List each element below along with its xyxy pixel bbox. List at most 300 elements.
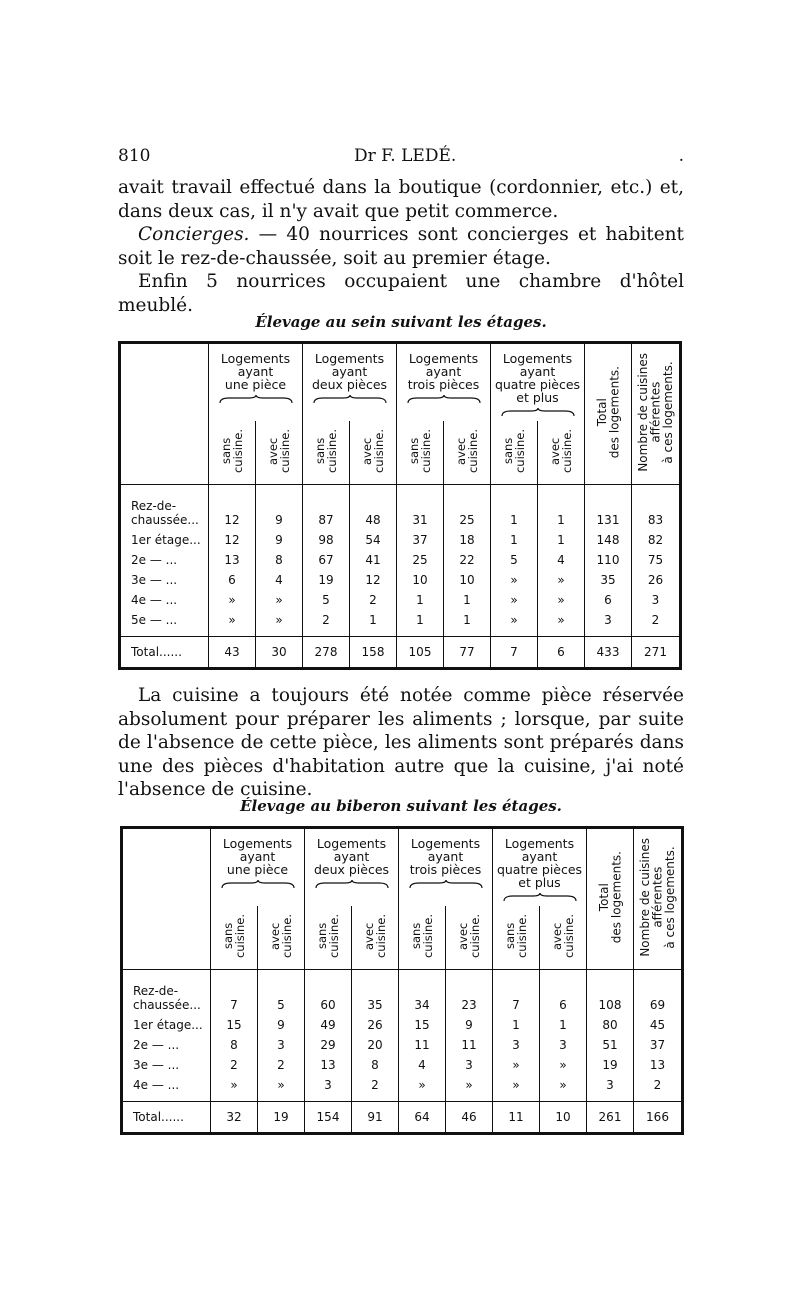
sans-cuisine-header-label [220, 429, 244, 473]
spacer-cell [209, 629, 256, 637]
sans-cuisine-header-label [316, 914, 340, 958]
sans-cuisine-header-label [504, 914, 528, 958]
table-cell: 9 [256, 529, 303, 549]
text-line: chaussée... [131, 512, 199, 527]
table-cell: » [209, 609, 256, 629]
group-header-1 [211, 828, 305, 906]
text-line: cuisine. [560, 428, 574, 473]
table-cell: » [540, 1074, 587, 1094]
table-cell: 9 [256, 485, 303, 529]
group-header-3 [399, 828, 493, 906]
text-line: cuisine. [233, 913, 247, 958]
table-cell: 98 [303, 529, 350, 549]
text-line: 2e — ... [131, 552, 178, 567]
row-label [122, 1014, 211, 1034]
text-line: 1er étage... [133, 1017, 203, 1032]
sans-cuisine-header [303, 421, 350, 485]
total-cell: 30 [256, 637, 303, 669]
table-cell: » [491, 569, 538, 589]
text-line: et plus [518, 875, 561, 890]
text-line: cuisine. [231, 428, 245, 473]
text-line: ayant [333, 849, 370, 864]
table-cell: 25 [397, 549, 444, 569]
total-logements-header [585, 343, 632, 485]
text-line: quatre pièces [494, 377, 581, 392]
table-cell: 82 [632, 529, 681, 549]
text-line: Total [596, 883, 611, 912]
group-header-4 [491, 343, 585, 421]
text-line: cuisine. [421, 913, 435, 958]
table-cell: » [211, 1074, 258, 1094]
table-cell: 26 [632, 569, 681, 589]
sans-cuisine-header-label [222, 914, 246, 958]
table-cell: 23 [446, 970, 493, 1014]
paragraph-concierges [118, 223, 684, 270]
table-cell: 5 [491, 549, 538, 569]
text-line: 1er étage... [131, 532, 201, 547]
sans-cuisine-header-label [408, 429, 432, 473]
table-row [120, 569, 681, 589]
avec-cuisine-header-label [549, 429, 573, 473]
text-line: Rez-de- [131, 498, 177, 513]
text-line: deux pièces [313, 862, 390, 877]
group-header-2 [303, 343, 397, 421]
table-cell: 60 [305, 970, 352, 1014]
table-cell: 2 [303, 609, 350, 629]
text-line: 3e — ... [133, 1057, 180, 1072]
table-cell: 131 [585, 485, 632, 529]
brace-icon [501, 408, 575, 417]
cuisines-label [637, 353, 675, 472]
table-cell: 83 [632, 485, 681, 529]
text-line: Logements [408, 351, 479, 366]
sans-cuisine-header [211, 906, 258, 970]
spacer-row [120, 629, 681, 637]
text-line: cuisine. [374, 913, 388, 958]
table-cell: 2 [211, 1054, 258, 1074]
table-cell: 4 [538, 549, 585, 569]
table-cell: 9 [258, 1014, 305, 1034]
cuisines-header [634, 828, 683, 970]
avec-cuisine-header-label [361, 429, 385, 473]
spacer-cell [493, 1094, 540, 1102]
table-cell: 7 [211, 970, 258, 1014]
table-cell: 2 [352, 1074, 399, 1094]
text-line: ayant [237, 364, 274, 379]
total-row-label: Total...... [120, 637, 209, 669]
table-cell: 22 [444, 549, 491, 569]
total-cell: 433 [585, 637, 632, 669]
table-cell: » [209, 589, 256, 609]
sans-cuisine-header [397, 421, 444, 485]
table-cell: 6 [540, 970, 587, 1014]
text-line: cuisine. [515, 913, 529, 958]
table-cell: 1 [538, 529, 585, 549]
total-cell: 11 [493, 1102, 540, 1134]
header-row-groups [120, 343, 681, 421]
text-line: avec [550, 922, 564, 950]
brace-icon [313, 395, 387, 404]
table-cell: 3 [305, 1074, 352, 1094]
total-cell: 43 [209, 637, 256, 669]
paragraph-continuation: avait travail effectué dans la boutique (cordonnier, etc.) et, dans deux cas, il n'y avait que petit commerce. [118, 177, 684, 222]
table-cell: 25 [444, 485, 491, 529]
table-cell: 1 [491, 485, 538, 529]
spacer-cell [211, 1094, 258, 1102]
table-cell: 10 [444, 569, 491, 589]
table-cell: 6 [209, 569, 256, 589]
table-cell: » [491, 609, 538, 629]
table-cell: 26 [352, 1014, 399, 1034]
text-line: et plus [516, 390, 559, 405]
table-cell: 12 [209, 485, 256, 529]
spacer-cell [585, 629, 632, 637]
text-line: Logements [410, 836, 481, 851]
group-header-1 [209, 343, 303, 421]
total-cell: 10 [540, 1102, 587, 1134]
table-cell: 1 [444, 589, 491, 609]
total-row [120, 637, 681, 669]
text-line: sans [221, 922, 235, 949]
text-line: ayant [331, 364, 368, 379]
text-line: ayant [239, 849, 276, 864]
table-cell: 4 [399, 1054, 446, 1074]
table-cell: 3 [446, 1054, 493, 1074]
text-line: Rez-de- [133, 983, 179, 998]
text-line: cuisine. [278, 428, 292, 473]
spacer-cell [352, 1094, 399, 1102]
text-line: à ces logements. [660, 361, 675, 464]
total-logements-label [596, 366, 621, 458]
sans-cuisine-header [399, 906, 446, 970]
table-row [120, 609, 681, 629]
table-cell: 19 [303, 569, 350, 589]
sans-cuisine-header-label [410, 914, 434, 958]
table-cell: 13 [305, 1054, 352, 1074]
table-row [120, 485, 681, 529]
table-cell: 75 [632, 549, 681, 569]
text-line: Total [594, 398, 609, 427]
text-line: 4e — ... [133, 1077, 180, 1092]
brace-icon [409, 880, 483, 889]
table-cell: » [258, 1074, 305, 1094]
table-cell: 8 [352, 1054, 399, 1074]
text-line: chaussée... [133, 997, 201, 1012]
row-label [122, 1034, 211, 1054]
brace-icon [315, 880, 389, 889]
text-line: ayant [519, 364, 556, 379]
text-line: avec [266, 437, 280, 465]
spacer-cell [444, 629, 491, 637]
table-row [120, 549, 681, 569]
text-line: cuisine. [562, 913, 576, 958]
avec-cuisine-header-label [363, 914, 387, 958]
text-line: cuisine. [327, 913, 341, 958]
table-cell: 1 [493, 1014, 540, 1034]
table2-caption: Élevage au biberon suivant les étages. [240, 797, 562, 815]
text-line: sans [407, 437, 421, 464]
sans-cuisine-header [305, 906, 352, 970]
spacer-cell [120, 629, 209, 637]
table-cell: 34 [399, 970, 446, 1014]
table-cell: » [538, 589, 585, 609]
total-cell: 19 [258, 1102, 305, 1134]
table-cell: 87 [303, 485, 350, 529]
text-line: Nombre de cuisines [637, 838, 652, 957]
text-line: ayant [521, 849, 558, 864]
text-line: Nombre de cuisines [635, 353, 650, 472]
spacer-cell [634, 1094, 683, 1102]
avec-cuisine-header [538, 421, 585, 485]
row-label [120, 609, 209, 629]
total-cell: 271 [632, 637, 681, 669]
avec-cuisine-header [446, 906, 493, 970]
text-line: ayant [427, 849, 464, 864]
table-cell: 54 [350, 529, 397, 549]
spacer-cell [538, 629, 585, 637]
concierges-text: — 40 nourrices sont concierges et habitent soit le rez-de-chaussée, soit au premier étage. [118, 224, 684, 269]
table-cell: 148 [585, 529, 632, 549]
table-cell: 9 [446, 1014, 493, 1034]
table-cell: 3 [587, 1074, 634, 1094]
cuisines-label [639, 838, 677, 957]
row-label [120, 589, 209, 609]
text-line: avec [454, 437, 468, 465]
text-line: sans [219, 437, 233, 464]
text-line: deux pièces [311, 377, 388, 392]
text-line: 5e — ... [131, 612, 178, 627]
text-line: une pièce [226, 862, 289, 877]
total-cell: 64 [399, 1102, 446, 1134]
brace-icon [221, 880, 295, 889]
body-text-middle [118, 684, 684, 802]
text-line: 4e — ... [131, 592, 178, 607]
table-cell: 6 [585, 589, 632, 609]
table-row [122, 1014, 683, 1034]
table-cell: 2 [258, 1054, 305, 1074]
table-cell: 3 [632, 589, 681, 609]
avec-cuisine-header-label [457, 914, 481, 958]
table-cell: 2 [350, 589, 397, 609]
table-cell: 29 [305, 1034, 352, 1054]
sans-cuisine-header [491, 421, 538, 485]
avec-cuisine-header-label [267, 429, 291, 473]
row-label [120, 485, 209, 529]
avec-cuisine-header [352, 906, 399, 970]
group-header-3 [397, 343, 491, 421]
table-bottlefeeding [120, 826, 684, 1135]
spacer-cell [258, 1094, 305, 1102]
text-line: avec [360, 437, 374, 465]
avec-cuisine-header [256, 421, 303, 485]
avec-cuisine-header [350, 421, 397, 485]
total-row [122, 1102, 683, 1134]
sans-cuisine-header [209, 421, 256, 485]
table-cell: » [491, 589, 538, 609]
avec-cuisine-header [444, 421, 491, 485]
total-cell: 7 [491, 637, 538, 669]
text-line: cuisine. [325, 428, 339, 473]
table-cell: 5 [303, 589, 350, 609]
text-line: avec [268, 922, 282, 950]
brace-icon [407, 395, 481, 404]
avec-cuisine-header [540, 906, 587, 970]
table-cell: 3 [258, 1034, 305, 1054]
text-line: cuisine. [372, 428, 386, 473]
table-cell: 48 [350, 485, 397, 529]
spacer-row [122, 1094, 683, 1102]
text-line: Logements [502, 351, 573, 366]
table-cell: 5 [258, 970, 305, 1014]
table-cell: 51 [587, 1034, 634, 1054]
text-line: cuisine. [419, 428, 433, 473]
text-line: sans [409, 922, 423, 949]
table-cell: 15 [211, 1014, 258, 1034]
row-label [122, 1074, 211, 1094]
table-cell: 2 [634, 1074, 683, 1094]
total-logements-label [598, 851, 623, 943]
text-line: avec [456, 922, 470, 950]
spacer-cell [632, 629, 681, 637]
table-row [122, 1034, 683, 1054]
table-cell: 1 [540, 1014, 587, 1034]
text-line: Logements [314, 351, 385, 366]
table-breastfeeding [118, 341, 682, 670]
table-cell: » [493, 1054, 540, 1074]
table-row [120, 589, 681, 609]
row-label [120, 529, 209, 549]
total-logements-header [587, 828, 634, 970]
text-line: cuisine. [468, 913, 482, 958]
text-line: sans [315, 922, 329, 949]
paragraph-hotel: Enfin 5 nourrices occupaient une chambre d'hôtel meublé. [118, 271, 684, 316]
table-cell: 2 [632, 609, 681, 629]
text-line: quatre pièces [496, 862, 583, 877]
total-cell: 166 [634, 1102, 683, 1134]
brace-icon [219, 395, 293, 404]
spacer-cell [122, 1094, 211, 1102]
table-cell: 3 [585, 609, 632, 629]
table-cell: 18 [444, 529, 491, 549]
spacer-cell [256, 629, 303, 637]
table-cell: 67 [303, 549, 350, 569]
text-line: trois pièces [407, 377, 480, 392]
text-line: des logements. [609, 851, 623, 944]
table-row [120, 529, 681, 549]
table-cell: 12 [350, 569, 397, 589]
table-cell: 12 [209, 529, 256, 549]
total-cell: 32 [211, 1102, 258, 1134]
header-mark: . [678, 146, 684, 166]
table-cell: 1 [397, 589, 444, 609]
header-row-groups [122, 828, 683, 906]
table-cell: 7 [493, 970, 540, 1014]
text-line: des logements. [607, 366, 621, 459]
table-row [122, 1054, 683, 1074]
total-cell: 278 [303, 637, 350, 669]
table-cell: » [256, 589, 303, 609]
group-header-2 [305, 828, 399, 906]
table-row [122, 970, 683, 1014]
avec-cuisine-header-label [551, 914, 575, 958]
corner-cell [120, 343, 209, 485]
total-cell: 6 [538, 637, 585, 669]
sans-cuisine-header-label [314, 429, 338, 473]
table1-caption: Élevage au sein suivant les étages. [255, 313, 547, 331]
spacer-cell [446, 1094, 493, 1102]
running-head-author: Dr F. LEDÉ. [354, 146, 457, 166]
text-line: Logements [220, 351, 291, 366]
text-line: à ces logements. [662, 846, 677, 949]
table-cell: 1 [350, 609, 397, 629]
text-line: sans [503, 922, 517, 949]
avec-cuisine-header-label [455, 429, 479, 473]
total-cell: 154 [305, 1102, 352, 1134]
table-cell: » [538, 569, 585, 589]
table-row [122, 1074, 683, 1094]
spacer-cell [305, 1094, 352, 1102]
table-cell: » [446, 1074, 493, 1094]
table-cell: 1 [397, 609, 444, 629]
text-line: cuisine. [280, 913, 294, 958]
table-cell: 8 [256, 549, 303, 569]
table-cell: 110 [585, 549, 632, 569]
table-cell: 3 [493, 1034, 540, 1054]
text-line: 3e — ... [131, 572, 178, 587]
table-cell: 35 [585, 569, 632, 589]
table-cell: 69 [634, 970, 683, 1014]
table-cell: 3 [540, 1034, 587, 1054]
text-line: une pièce [224, 377, 287, 392]
table-cell: 11 [399, 1034, 446, 1054]
table-cell: 108 [587, 970, 634, 1014]
row-label [120, 549, 209, 569]
paragraph-cuisine: La cuisine a toujours été notée comme pièce réservée absolument pour préparer les aliments ; lorsque, par suite de l'absence de cette pièce, les aliments sont préparés dans une des pièces d'habitation autre que la cuisine, j'ai noté l'absence de cuisine. [118, 685, 684, 800]
spacer-cell [397, 629, 444, 637]
table-cell: 37 [397, 529, 444, 549]
table-cell: 11 [446, 1034, 493, 1054]
total-cell: 261 [587, 1102, 634, 1134]
spacer-cell [399, 1094, 446, 1102]
text-line: trois pièces [409, 862, 482, 877]
text-line: avec [548, 437, 562, 465]
total-cell: 77 [444, 637, 491, 669]
table-cell: 1 [538, 485, 585, 529]
table-cell: 20 [352, 1034, 399, 1054]
total-cell: 158 [350, 637, 397, 669]
total-cell: 105 [397, 637, 444, 669]
spacer-cell [491, 629, 538, 637]
cuisines-header [632, 343, 681, 485]
table-cell: » [399, 1074, 446, 1094]
table-cell: 10 [397, 569, 444, 589]
spacer-cell [540, 1094, 587, 1102]
total-row-label: Total...... [122, 1102, 211, 1134]
row-label [122, 1054, 211, 1074]
concierges-label: Concierges. [138, 224, 250, 245]
spacer-cell [303, 629, 350, 637]
table-cell: » [493, 1074, 540, 1094]
text-line: afférentes [648, 381, 663, 443]
spacer-cell [350, 629, 397, 637]
text-line: afférentes [650, 866, 665, 928]
text-line: cuisine. [466, 428, 480, 473]
table-cell: » [540, 1054, 587, 1074]
brace-icon [503, 893, 577, 902]
table-cell: » [256, 609, 303, 629]
table-cell: 13 [209, 549, 256, 569]
table-cell: 37 [634, 1034, 683, 1054]
